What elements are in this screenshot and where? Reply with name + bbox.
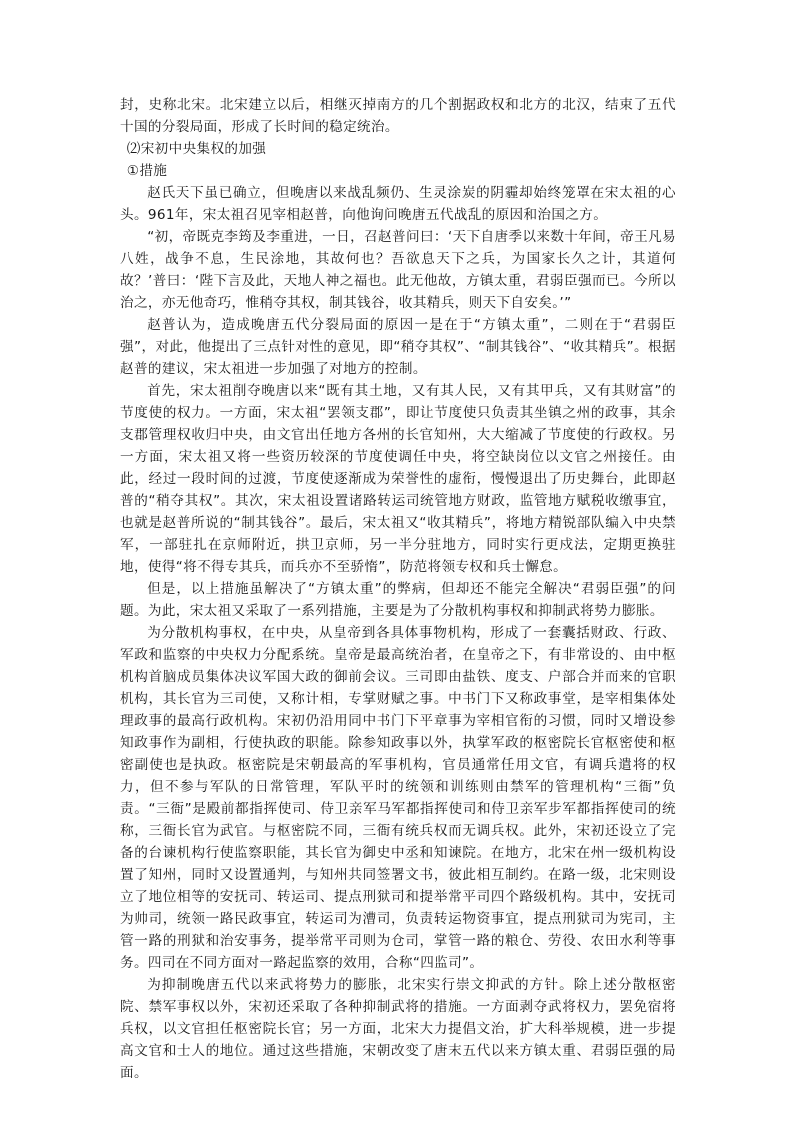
paragraph-quotation: “初，帝既克李筠及李重进，一日，召赵普问曰：‘天下自唐季以来数十年间，帝王凡易八姓，战争不息，生民涂地，其故何也？吾欲息天下之兵，为国家长久之计，其道何故？’普曰：‘陛下言及此，天地人神之福也。此无他故，方镇太重，君弱臣强而已。今所以治之，亦无他奇巧，惟稍夺其权，制其钱谷，收其精兵，则天下自安矣。’” — [120, 229, 676, 311]
section-heading-centralization: ⑵宋初中央集权的加强 — [126, 141, 267, 157]
paragraph-military-suppression: 为抑制晚唐五代以来武将势力的膨胀，北宋实行崇文抑武的方针。除上述分散枢密院、禁军事权以外，宋初还采取了各种抑制武将的措施。一方面剥夺武将权力，罢免宿将兵权，以文官担任枢密院长官；另一方面，北宋大力提倡文治，扩大科举规模，进一步提高文官和士人的地位。通过这些措施，宋朝改变了唐末五代以来方镇太重、君弱臣强的局面。 — [120, 977, 676, 1081]
paragraph-jiedushi-measures: 首先，宋太祖削夺晚唐以来“既有其土地，又有其人民，又有其甲兵，又有其财富”的节度使的权力。一方面，宋太祖“罢领支郡”，即让节度使只负责其坐镇之州的政事，其余支郡管理权收归中央，由文官出任地方各州的长官知州，大大缩减了节度使的行政权。另一方面，宋太祖又将一些资历较深的节度使调任中央，将空缺岗位以文官之州接任。由此，经过一段时间的过渡，节度使逐渐成为荣誉性的虚衔，慢慢退出了历史舞台，此即赵普的“稍夺其权”。其次，宋太祖设置诸路转运司统管地方财政，监管地方赋税收缴事宜，也就是赵普所说的“制其钱谷”。最后，宋太祖又“收其精兵”，将地方精锐部队编入中央禁军，一部驻扎在京师附近，拱卫京师，另一半分驻地方，同时实行更戍法，定期更换驻地，使得“将不得专其兵，而兵亦不至骄惰”，防范将领专权和兵士懈怠。 — [120, 383, 676, 575]
subsection-heading-measures: ①措施 — [126, 163, 168, 179]
paragraph-zhao-pu-summoned: 赵氏天下虽已确立，但晚唐以来战乱频仍、生灵涂炭的阴霾却始终笼罩在宋太祖的心头。961年，宋太祖召见宰相赵普，向他询问晚唐五代战乱的原因和治国之方。 — [120, 185, 676, 223]
paragraph-remaining-problem: 但是，以上措施虽解决了“方镇太重”的弊病，但却还不能完全解决“君弱臣强”的问题。为此，宋太祖又采取了一系列措施，主要是为了分散机构事权和抑制武将势力膨胀。 — [120, 581, 676, 619]
paragraph-zhao-pu-advice: 赵普认为，造成晚唐五代分裂局面的原因一是在于“方镇太重”，二则在于“君弱臣强”，对此，他提出了三点针对性的意见，即“稍夺其权”、“制其钱谷”、“收其精兵”。根据赵普的建议，宋太祖进一步加强了对地方的控制。 — [120, 317, 676, 377]
document-page — [120, 94, 676, 1084]
paragraph-northern-song-founding: 封，史称北宋。北宋建立以后，相继灭掉南方的几个割据政权和北方的北汉，结束了五代十国的分裂局面，形成了长时间的稳定统治。 — [120, 97, 676, 135]
paragraph-institutional-division: 为分散机构事权，在中央，从皇帝到各具体事物机构，形成了一套囊括财政、行政、军政和监察的中央权力分配系统。皇帝是最高统治者，在皇帝之下，有非常设的、由中枢机构首脑成员集体决议军国大政的御前会议。三司即由盐铁、度支、户部合并而来的官职机构，其长官为三司使，又称计相，专掌财赋之事。中书门下又称政事堂，是宰相集体处理政事的最高行政机构。宋初仍沿用同中书门下平章事为宰相官衔的习惯，同时又增设参知政事作为副相，行使执政的职能。除参知政事以外，执掌军政的枢密院长官枢密使和枢密副使也是执政。枢密院是宋朝最高的军事机构，官员通常任用文官，有调兵遣将的权力，但不参与军队的日常管理，军队平时的统领和训练则由禁军的管理机构“三衙”负责。“三衙”是殿前都指挥使司、侍卫亲军马军都指挥使司和侍卫亲军步军都指挥使司的统称，三衙长官为武官。与枢密院不同，三衙有统兵权而无调兵权。此外，宋初还设立了完备的台谏机构行使监察职能，其长官为御史中丞和知谏院。在地方，北宋在州一级机构设置了知州，同时又设置通判，与知州共同签署文书，彼此相互制约。在路一级，北宋则设立了地位相等的安抚司、转运司、提点刑狱司和提举常平司四个路级机构。其中，安抚司为帅司，统领一路民政事宜，转运司为漕司，负责转运物资事宜，提点刑狱司为宪司，主管一路的刑狱和治安事务，提举常平司则为仓司，掌管一路的粮仓、劳役、农田水利等事务。四司在不同方面对一路起监察的效用，合称“四监司”。 — [120, 625, 676, 971]
